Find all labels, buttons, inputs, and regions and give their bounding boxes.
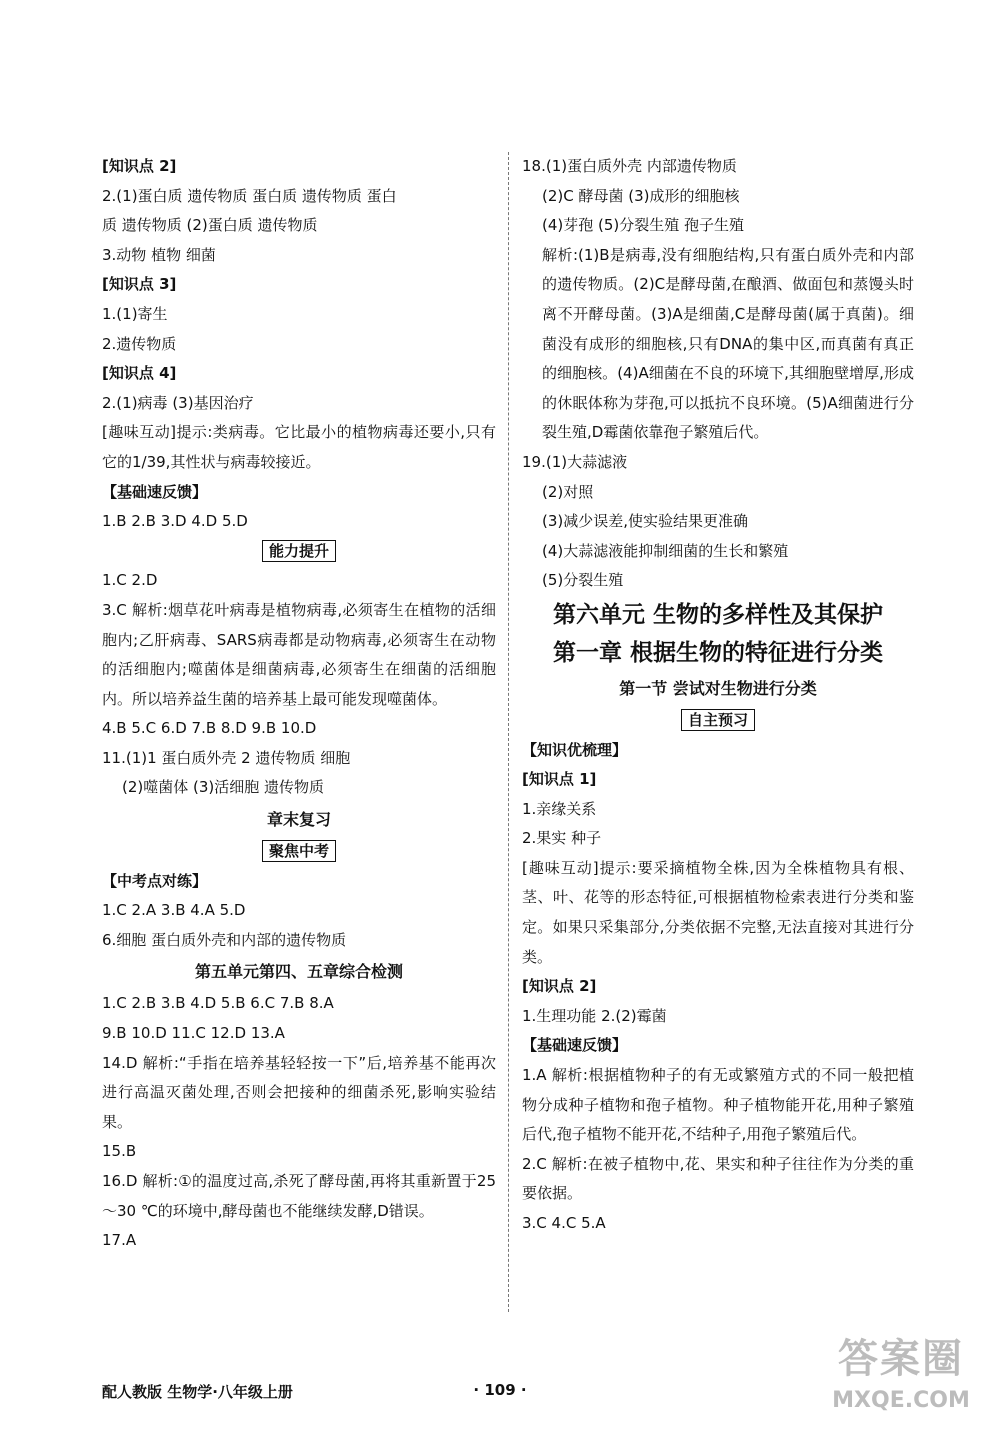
answer-line: 1.C 2.B 3.B 4.D 5.B 6.C 7.B 8.A — [102, 994, 334, 1013]
footer-edition: 配人教版 生物学·八年级上册 — [102, 1383, 293, 1401]
section-title: 第六单元 生物的多样性及其保护 — [552, 601, 883, 628]
answer-line: 1.(1)寄生 — [102, 304, 168, 323]
answer-line: 15.B — [102, 1142, 137, 1161]
subheading: 【基础速反馈】 — [522, 1036, 628, 1055]
watermark-logo — [816, 1332, 986, 1428]
answer-line: 6.细胞 蛋白质外壳和内部的遗传物质 — [102, 930, 347, 949]
left-column — [102, 152, 496, 1256]
answer-line: (3)减少误差,使实验结果更准确 — [542, 512, 749, 531]
answer-line: 2.(1)蛋白质 遗传物质 蛋白质 遗传物质 蛋白 — [102, 186, 397, 205]
page-number: · 109 · — [473, 1381, 527, 1399]
answer-line: (5)分裂生殖 — [542, 571, 624, 590]
boxed-label: 自主预习 — [681, 709, 755, 731]
answer-paragraph: 解析:(1)B是病毒,没有细胞结构,只有蛋白质外壳和内部的遗传物质。(2)C是酵母菌,在酿酒、做面包和蒸馒头时离不开酵母菌。(3)A是细菌,C是酵母菌(属于真菌)。细菌没有成形的细胞核,只有DNA的集中区,而真菌有真正的细胞核。(4)A细菌在不良的环境下,其细胞壁增厚,形成的休眠体称为芽孢,可以抵抗不良环境。(5)A细菌进行分裂生殖,D霉菌依靠孢子繁殖后代。 — [542, 245, 914, 442]
section-heading: 章末复习 — [266, 810, 331, 830]
subheading: [知识点 2] — [102, 157, 177, 175]
boxed-label: 能力提升 — [262, 540, 336, 562]
answer-line: 1.C 2.A 3.B 4.A 5.D — [102, 901, 246, 920]
answer-line: 9.B 10.D 11.C 12.D 13.A — [102, 1024, 285, 1043]
subheading: [知识点 1] — [522, 770, 597, 789]
answer-line: 18.(1)蛋白质外壳 内部遗传物质 — [522, 157, 737, 175]
answer-line: (2)对照 — [542, 482, 594, 501]
answer-line: 4.B 5.C 6.D 7.B 8.D 9.B 10.D — [102, 719, 317, 738]
answer-line: 1.C 2.D — [102, 571, 158, 590]
answer-paragraph: 3.C 解析:烟草花叶病毒是植物病毒,必须寄生在植物的活细胞内;乙肝病毒、SARS病毒都是动物病毒,必须寄生在动物的活细胞内;噬菌体是细菌病毒,必须寄生在细菌的活细胞内。所以培养益生菌的培养基上最可能发现噬菌体。 — [102, 600, 496, 708]
answer-paragraph: 16.D 解析:①的温度过高,杀死了酵母菌,再将其重新置于25～30 ℃的环境中,酵母菌也不能继续发酵,D错误。 — [102, 1172, 496, 1220]
answer-line: (2)C 酵母菌 (3)成形的细胞核 — [542, 186, 740, 205]
answer-line: 17.A — [102, 1231, 137, 1250]
subheading: 【中考点对练】 — [102, 871, 208, 890]
subheading: 【知识优梳理】 — [522, 740, 628, 759]
answer-line: 1.亲缘关系 — [522, 799, 597, 818]
answer-paragraph: 1.A 解析:根据植物种子的有无或繁殖方式的不同一般把植物分成种子植物和孢子植物。种子植物能开花,用种子繁殖后代,孢子植物不能开花,不结种子,用孢子繁殖后代。 — [522, 1066, 914, 1144]
answer-line: 3.C 4.C 5.A — [522, 1214, 606, 1232]
right-column — [522, 152, 914, 1239]
answer-line: 1.B 2.B 3.D 4.D 5.D — [102, 512, 248, 531]
boxed-heading — [102, 537, 496, 567]
subheading: [知识点 4] — [102, 364, 177, 383]
column-divider — [508, 152, 509, 1312]
boxed-heading — [522, 706, 914, 736]
section-title: 第一章 根据生物的特征进行分类 — [552, 639, 883, 666]
answer-line: (4)芽孢 (5)分裂生殖 孢子生殖 — [542, 216, 745, 235]
subheading: [知识点 2] — [522, 977, 597, 996]
subheading: [知识点 3] — [102, 275, 177, 294]
answer-line: 1.生理功能 2.(2)霉菌 — [522, 1006, 667, 1025]
boxed-heading — [102, 837, 496, 867]
boxed-label: 聚焦中考 — [262, 840, 336, 862]
answer-paragraph: [趣味互动]提示:类病毒。它比最小的植物病毒还要小,只有它的1/39,其性状与病毒较接近。 — [102, 423, 496, 471]
answer-paragraph: 14.D 解析:“手指在培养基轻轻按一下”后,培养基不能再次进行高温灭菌处理,否则会把接种的细菌杀死,影响实验结果。 — [102, 1053, 496, 1131]
answer-line: 3.动物 植物 细菌 — [102, 245, 216, 264]
answer-line: 2.果实 种子 — [522, 829, 602, 848]
section-subtitle: 第一节 尝试对生物进行分类 — [619, 678, 817, 698]
answer-line: 2.遗传物质 — [102, 334, 177, 353]
answer-line: 2.(1)病毒 (3)基因治疗 — [102, 393, 254, 412]
subheading: 【基础速反馈】 — [102, 482, 208, 501]
answer-line: (2)噬菌体 (3)活细胞 遗传物质 — [122, 778, 325, 797]
answer-paragraph: [趣味互动]提示:要采摘植物全株,因为全株植物具有根、茎、叶、花等的形态特征,可根据植物检索表进行分类和鉴定。如果只采集部分,分类依据不完整,无法直接对其进行分类。 — [522, 858, 914, 966]
answer-paragraph: 2.C 解析:在被子植物中,花、果实和种子往往作为分类的重要依据。 — [522, 1154, 914, 1203]
answer-line: 19.(1)大蒜滤液 — [522, 452, 628, 471]
answer-line: 11.(1)1 蛋白质外壳 2 遗传物质 细胞 — [102, 748, 351, 767]
watermark-url: MXQE.COM — [832, 1388, 970, 1413]
answer-line: 质 遗传物质 (2)蛋白质 遗传物质 — [102, 216, 318, 235]
watermark-text: 答案圈 — [838, 1336, 964, 1382]
section-heading: 第五单元第四、五章综合检测 — [194, 962, 403, 982]
answer-line: (4)大蒜滤液能抑制细菌的生长和繁殖 — [542, 541, 789, 560]
